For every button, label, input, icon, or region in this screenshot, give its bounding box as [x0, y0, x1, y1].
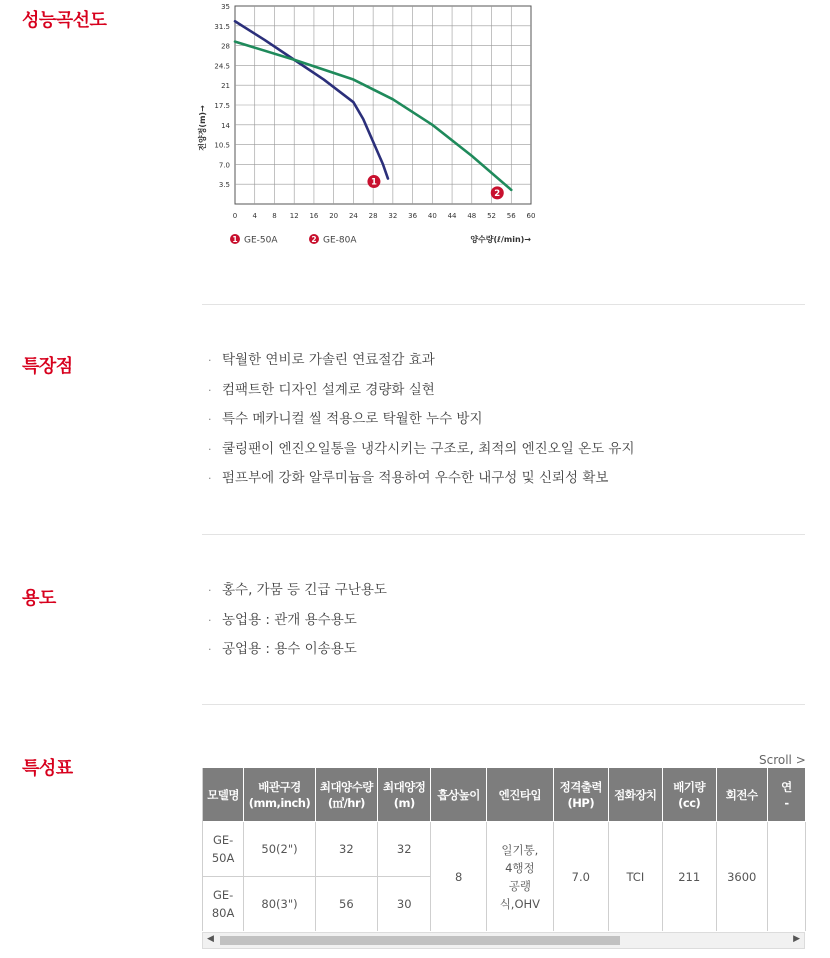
header-head: 최대양정 (m): [377, 768, 431, 822]
usage-text: 홍수, 가뭄 등 긴급 구난용도: [222, 582, 387, 598]
spec-table-title: 특성표: [22, 758, 73, 779]
x-tick-label: 52: [487, 212, 496, 220]
x-tick-label: 32: [388, 212, 398, 220]
bullet-mark: ·: [208, 383, 212, 397]
scroll-left-arrow-icon[interactable]: ◀: [207, 934, 214, 944]
x-tick-label: 28: [368, 212, 378, 220]
usage-list: [208, 579, 387, 668]
legend-marker-label: 1: [232, 235, 238, 244]
cell-suction: 8: [431, 822, 486, 932]
cell-power: 7.0: [553, 822, 608, 932]
bullet-mark: ·: [208, 472, 212, 485]
header-pipe: 배관구경 (mm,inch): [244, 768, 316, 822]
header-displacement: 배기량 (cc): [662, 768, 716, 822]
horizontal-scrollbar[interactable]: [202, 932, 805, 949]
x-tick-label: 16: [309, 212, 319, 220]
cell-flow: 56: [315, 877, 377, 932]
scrollbar-thumb[interactable]: [220, 936, 620, 945]
header-flow: 최대양수량 (㎥/hr): [315, 768, 377, 822]
cell-rpm: 3600: [716, 822, 767, 932]
legend-entry-ge-80a: GE-80A: [323, 235, 357, 246]
divider-2: [202, 534, 805, 535]
header-engine: 엔진타입: [486, 768, 553, 822]
feature-text: 탁월한 연비로 가솔린 연료절감 효과: [222, 352, 435, 368]
x-tick-label: 24: [348, 212, 358, 220]
table-row: [203, 822, 806, 877]
curve-marker-label: 1: [370, 177, 377, 188]
y-tick-labels: [214, 3, 230, 189]
legend-marker-label: 2: [311, 235, 317, 244]
header-ignition: 점화장치: [608, 768, 662, 822]
feature-text: 특수 메카니컬 씰 적용으로 탁월한 누수 방지: [222, 411, 483, 427]
x-tick-label: 12: [289, 212, 299, 220]
cell-model: GE- 50A: [203, 822, 244, 877]
y-tick-label: 31.5: [214, 22, 230, 31]
series-line-ge-50a: [235, 21, 388, 178]
y-tick-label: 35: [221, 3, 230, 11]
list-item: [208, 379, 635, 409]
list-item: [208, 438, 635, 468]
cell-pipe: 50(2"): [244, 822, 316, 877]
x-tick-label: 56: [506, 212, 516, 220]
table-header-row: [203, 768, 806, 822]
x-tick-label: 20: [329, 212, 339, 220]
x-axis-label: 양수량(ℓ/min)→: [470, 235, 531, 244]
usage-text: 공업용 : 용수 이송용도: [222, 641, 357, 657]
scroll-hint: Scroll >: [759, 753, 806, 767]
bullet-mark: ·: [208, 643, 212, 656]
y-tick-label: 21: [221, 82, 230, 91]
cell-cut: [767, 822, 805, 932]
performance-curve-title: 성능곡선도: [22, 10, 107, 31]
x-tick-label: 4: [252, 212, 257, 220]
cell-pipe: 80(3"): [244, 877, 316, 932]
y-axis-label: 전양정(m)→: [198, 105, 207, 151]
bullet-mark: ·: [208, 354, 212, 367]
feature-text: 펌프부에 강화 알루미늄을 적용하여 우수한 내구성 및 신뢰성 확보: [222, 470, 609, 486]
list-item: [208, 467, 635, 497]
feature-text: 컴팩트한 디자인 설계로 경량화 실현: [222, 381, 435, 398]
x-tick-label: 60: [526, 212, 536, 220]
bullet-mark: ·: [208, 584, 212, 597]
x-tick-label: 8: [272, 212, 277, 220]
x-tick-label: 44: [447, 212, 457, 220]
list-item: [208, 349, 635, 379]
bullet-mark: ·: [208, 442, 212, 456]
header-power: 정격출력 (HP): [553, 768, 608, 822]
header-rpm: 회전수: [716, 768, 767, 822]
cell-model: GE- 80A: [203, 877, 244, 932]
y-tick-label: 28: [221, 42, 230, 51]
y-tick-label: 7.0: [218, 161, 230, 170]
features-list: [208, 349, 635, 497]
features-title: 특장점: [22, 356, 73, 377]
cell-engine: 일기통, 4행정 공랭식,OHV: [486, 822, 553, 932]
x-tick-label: 36: [408, 212, 418, 220]
list-item: [208, 408, 635, 438]
curve-marker-label: 2: [494, 189, 501, 200]
scroll-right-arrow-icon[interactable]: ▶: [793, 934, 800, 944]
list-item: [208, 579, 387, 609]
cell-ignition: TCI: [608, 822, 662, 932]
x-tick-label: 40: [427, 212, 437, 220]
chart-grid: [235, 6, 531, 204]
y-tick-label: 24.5: [214, 62, 230, 71]
y-tick-label: 17.5: [214, 102, 230, 110]
y-tick-label: 14: [221, 121, 230, 130]
y-tick-label: 3.5: [218, 181, 230, 190]
performance-curve-chart: [195, 0, 545, 252]
cell-head: 32: [377, 822, 431, 877]
usage-title: 용도: [22, 588, 56, 609]
cell-displacement: 211: [662, 822, 716, 932]
bullet-mark: ·: [208, 413, 212, 426]
header-cut: 연 -: [767, 768, 805, 822]
cell-flow: 32: [315, 822, 377, 877]
cell-head: 30: [377, 877, 431, 932]
bullet-mark: ·: [208, 613, 212, 627]
header-model: 모델명: [203, 768, 244, 822]
spec-table: [203, 768, 806, 931]
list-item: [208, 638, 387, 668]
spec-table-scroll-area[interactable]: [202, 768, 806, 931]
chart-legend: [230, 234, 357, 246]
list-item: [208, 609, 387, 639]
feature-text: 쿨링팬이 엔진오일통을 냉각시키는 구조로, 최적의 엔진오일 온도 유지: [222, 440, 635, 457]
usage-text: 농업용 : 관개 용수용도: [222, 611, 357, 628]
divider-3: [202, 704, 805, 705]
x-tick-label: 0: [232, 212, 238, 220]
legend-entry-ge-50a: GE-50A: [244, 235, 278, 246]
x-tick-labels: [233, 212, 536, 220]
y-tick-label: 10.5: [214, 141, 230, 150]
x-tick-label: 48: [467, 212, 477, 220]
divider-1: [202, 304, 805, 305]
header-suction: 흡상높이: [431, 768, 486, 822]
